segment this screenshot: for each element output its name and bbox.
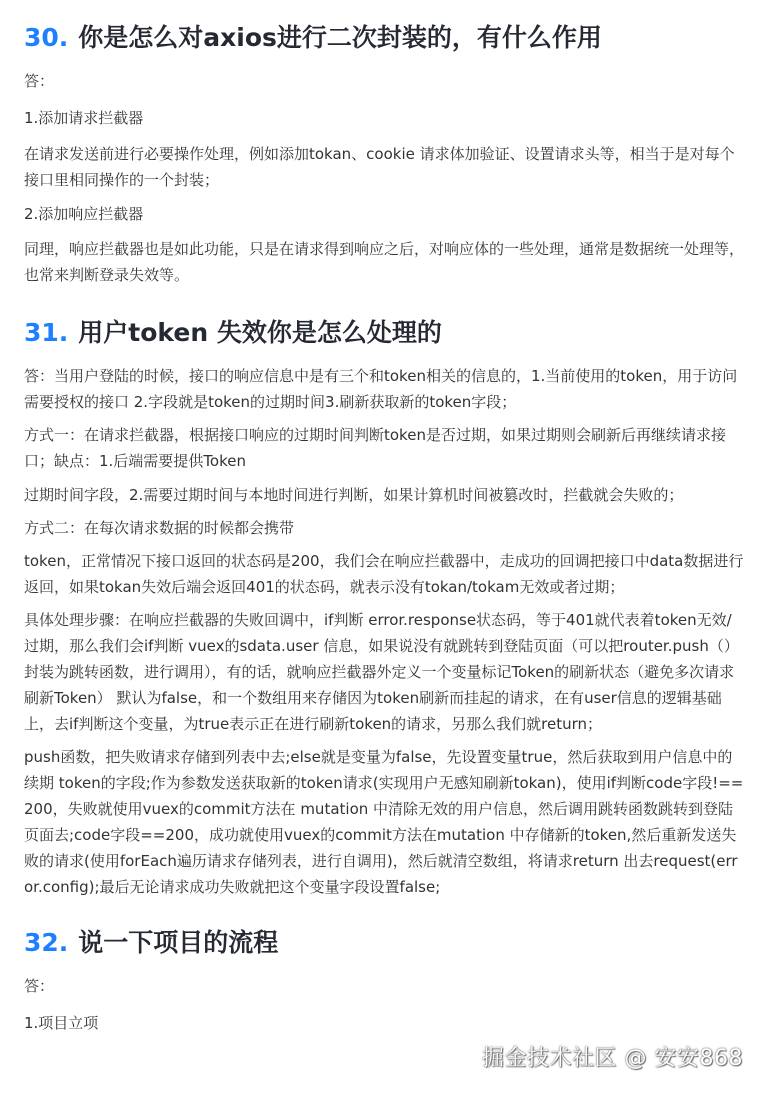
section-number: 32.	[24, 928, 69, 957]
section-title: 你是怎么对axios进行二次封装的，有什么作用	[78, 23, 602, 52]
section-32	[24, 926, 744, 1036]
paragraph: token，正常情况下接口返回的状态码是200，我们会在响应拦截器中，走成功的回调把接口中data数据进行返回，如果tokan失效后端会返回401的状态码，就表示没有tokan/tokam无效或者过期；	[24, 552, 744, 596]
article-body	[24, 0, 744, 1036]
section-heading	[24, 316, 744, 350]
paragraph: 方式一：在请求拦截器，根据接口响应的过期时间判断token是否过期，如果过期则会刷新后再继续请求接口；缺点：1.后端需要提供Token	[24, 426, 726, 470]
section-title: 说一下项目的流程	[78, 928, 279, 957]
section-heading	[24, 21, 744, 55]
section-number: 31.	[24, 318, 69, 347]
paragraph: 在请求发送前进行必要操作处理，例如添加tokan、cookie 请求体加验证、设置请求头等，相当于是对每个接口里相同操作的一个封装；	[24, 145, 735, 189]
section-30	[24, 21, 744, 288]
paragraph: 1.项目立项	[24, 1014, 99, 1032]
section-31	[24, 316, 744, 900]
section-heading	[24, 926, 744, 960]
paragraph: 答：	[24, 72, 55, 90]
watermark-text: 掘金技术社区 @ 安安868	[482, 1046, 743, 1071]
paragraph: 答：	[24, 977, 55, 995]
paragraph: 2.添加响应拦截器	[24, 205, 144, 223]
paragraph: 过期时间字段，2.需要过期时间与本地时间进行判断，如果计算机时间被篡改时，拦截就会失败的；	[24, 486, 684, 504]
paragraph: 同理，响应拦截器也是如此功能，只是在请求得到响应之后，对响应体的一些处理，通常是数据统一处理等，也常来判断登录失效等。	[24, 240, 745, 284]
paragraph: 具体处理步骤：在响应拦截器的失败回调中，if判断 error.response状态码，等于401就代表着token无效/过期，那么我们会if判断 vuex的sdata.user 信息，如果说没有就跳转到登陆页面（可以把router.push（）封装为跳转函数，进行调用），有的话，就响应拦截器外定义一个变量标记Token的刷新状态（避免多次请求刷新Token） 默认为false，和一个数组用来存储因为token刷新而挂起的请求，在有user信息的逻辑基础上，去if判断这个变量，为true表示正在进行刷新token的请求，另那么我们就return；	[24, 611, 739, 733]
paragraph: 答：当用户登陆的时候，接口的响应信息中是有三个和token相关的信息的，1.当前使用的token，用于访问需要授权的接口 2.字段就是token的过期时间3.刷新获取新的token字段；	[24, 367, 738, 411]
paragraph: push函数，把失败请求存储到列表中去;else就是变量为false，先设置变量true，然后获取到用户信息中的续期 token的字段;作为参数发送获取新的token请求(实现用户无感知刷新tokan)，使用if判断code字段!==200，失败就使用vuex的commit方法在 mutation 中清除无效的用户信息，然后调用跳转函数跳转到登陆页面去;code字段==200，成功就使用vuex的commit方法在mutation 中存储新的token,然后重新发送失败的请求(使用forEach遍历请求存储列表，进行自调用)，然后就清空数组，将请求return 出去request(error.config);最后无论请求成功失败就把这个变量字段设置false;	[24, 748, 744, 896]
section-number: 30.	[24, 23, 69, 52]
paragraph: 方式二：在每次请求数据的时候都会携带	[24, 519, 295, 537]
paragraph: 1.添加请求拦截器	[24, 109, 144, 127]
section-title: 用户token 失效你是怎么处理的	[78, 318, 442, 347]
